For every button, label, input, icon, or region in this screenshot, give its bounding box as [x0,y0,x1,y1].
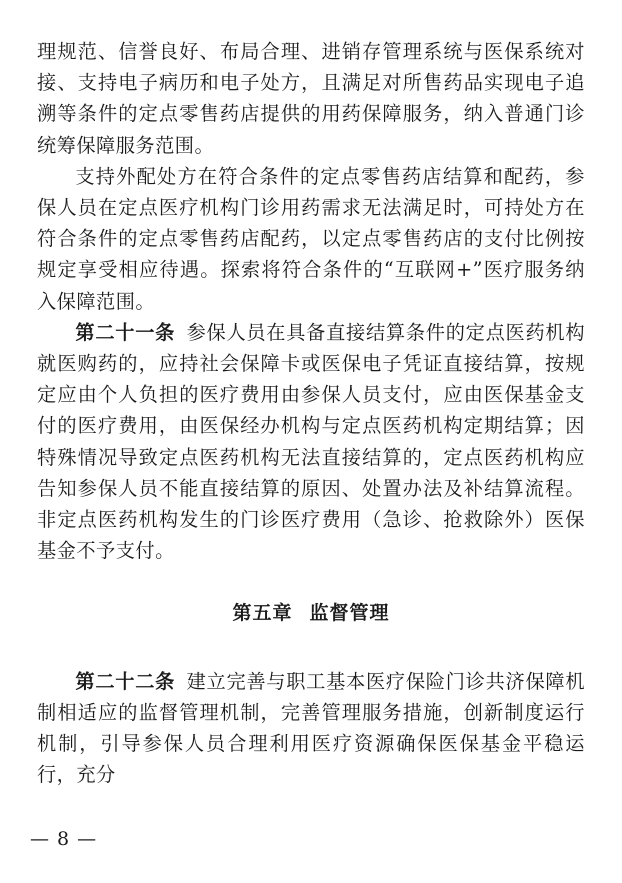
chapter-heading [37,598,585,629]
chapter-number: 第五章 [232,602,293,625]
paragraph-prescription: 支持外配处方在符合条件的定点零售药店结算和配药，参保人员在定点医疗机构门诊用药需求无法满足时，可持处方在符合条件的定点零售药店配药，以定点零售药店的支付比例按规定享受相应待遇。探索将符合条件的“互联网+”医疗服务纳入保障范围。 [37,164,585,313]
page-number: — 8 — [30,828,98,850]
document-body [37,36,585,790]
paragraph-continued: 理规范、信誉良好、布局合理、进销存管理系统与医保系统对接、支持电子病历和电子处方，且满足对所售药品实现电子追溯等条件的定点零售药店提供的用药保障服务，纳入普通门诊统筹保障服务范围。 [37,40,585,157]
article-22-label: 第二十二条 [75,669,176,693]
article-22-text: 建立完善与职工基本医疗保险门诊共济保障机制相适应的监督管理机制，完善管理服务措施，创新制度运行机制，引导参保人员合理利用医疗资源确保医保基金平稳运行，充分 [37,669,586,787]
chapter-title: 监督管理 [309,602,390,625]
article-21-label: 第二十一条 [75,320,176,344]
article-22 [37,666,585,791]
article-21 [37,317,585,567]
article-21-text: 参保人员在具备直接结算条件的定点医药机构就医购药的，应持社会保障卡或医保电子凭证直接结算，按规定应由个人负担的医疗费用由参保人员支付，应由医保基金支付的医疗费用，由医保经办机构与定点医药机构定期结算；因特殊情况导致定点医药机构无法直接结算的，定点医药机构应告知参保人员不能直接结算的原因、处置办法及补结算流程。非定点医药机构发生的门诊医疗费用（急诊、抢救除外）医保基金不予支付。 [37,320,586,563]
